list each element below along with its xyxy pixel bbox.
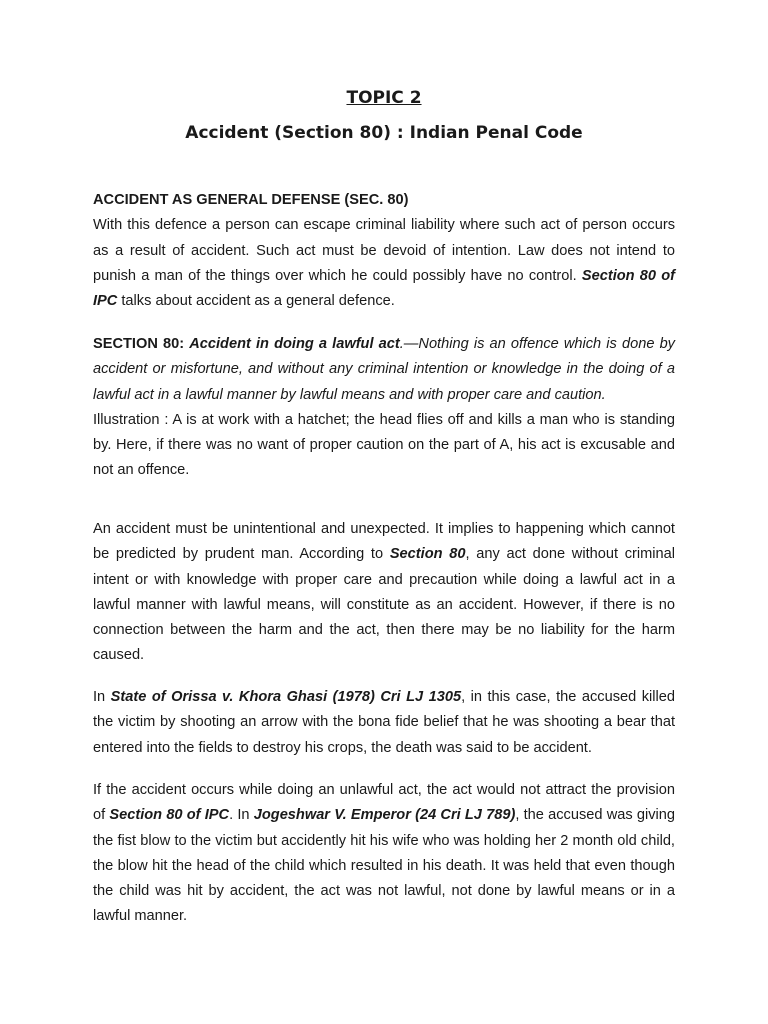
illustration-paragraph: Illustration : A is at work with a hatchet; the head flies off and kills a man who is standing by. Here, if there was no want of proper caution on the part of A, his act is excusable and not an offence.: [93, 411, 675, 479]
section-80-definition: [93, 332, 675, 484]
unintentional-paragraph: [93, 517, 675, 669]
unlawful-text-1: If the accident occurs while doing an unlawful act, the act would not attract the provision of: [93, 782, 675, 824]
unlawful-text-3: , the accused was giving the fist blow to the victim but accidently hit his wife who was holding her 2 month old child, the blow hit the head of the child which resulted in his death. It was held that even though the child was hit by accident, the act was not lawful, not done by lawful means or in a lawful manner.: [93, 807, 675, 925]
document-title: Accident (Section 80) : Indian Penal Code: [185, 123, 583, 143]
unintentional-text-1: An accident must be unintentional and unexpected. It implies to happening which cannot be predicted by prudent man. According to: [93, 521, 675, 563]
general-defense-section: [93, 188, 675, 314]
section-80-ipc-reference: Section 80 of IPC: [93, 267, 675, 310]
orissa-case-section: [93, 685, 675, 761]
orissa-case-name: State of Orissa v. Khora Ghasi (1978) Cri LJ 1305: [110, 689, 462, 705]
orissa-case-text: , in this case, the accused killed the victim by shooting an arrow with the bona fide belief that he was shooting a bear that entered into the fields to destroy his crops, the death was said to be accident.: [93, 689, 675, 756]
section-80-label: SECTION 80:: [93, 336, 190, 352]
unlawful-act-section: [93, 778, 675, 930]
orissa-prefix: In: [93, 689, 111, 705]
general-defense-text-1: With this defence a person can escape criminal liability where such act of person occurs as a result of accident. Such act must be devoid of intention. Law does not intend to punish a man of the things over which he could possibly have no control.: [93, 217, 675, 284]
general-defense-text-2: talks about accident as a general defence.: [117, 293, 395, 310]
unintentional-text-2: , any act done without criminal intent or with knowledge with proper care and precaution while doing a lawful act in a lawful manner with lawful means, will constitute as an accident. However, if there is no connection between the harm and the act, then there may be no liability for the harm caused.: [93, 546, 676, 664]
section-80-reference: Section 80: [389, 546, 466, 563]
jogeshwar-case-name: Jogeshwar V. Emperor (24 Cri LJ 789): [253, 807, 516, 824]
section-80-heading: Accident in doing a lawful act: [189, 336, 400, 352]
general-defense-paragraph: [93, 213, 675, 314]
section-80-text: .—Nothing is an offence which is done by accident or misfortune, and without any criminal intention or knowledge in the doing of a lawful act in a lawful manner by lawful means and with proper care and caution.: [93, 336, 675, 403]
unintentional-section: [93, 517, 675, 669]
orissa-case-paragraph: [93, 685, 675, 761]
section-80-paragraph: [93, 332, 675, 408]
unlawful-act-paragraph: [93, 778, 675, 930]
unlawful-text-2: . In: [229, 807, 254, 824]
section-80-ipc-reference-2: Section 80 of IPC: [109, 807, 230, 824]
general-defense-heading: ACCIDENT AS GENERAL DEFENSE (SEC. 80): [93, 192, 409, 208]
topic-heading: TOPIC 2: [346, 88, 422, 108]
